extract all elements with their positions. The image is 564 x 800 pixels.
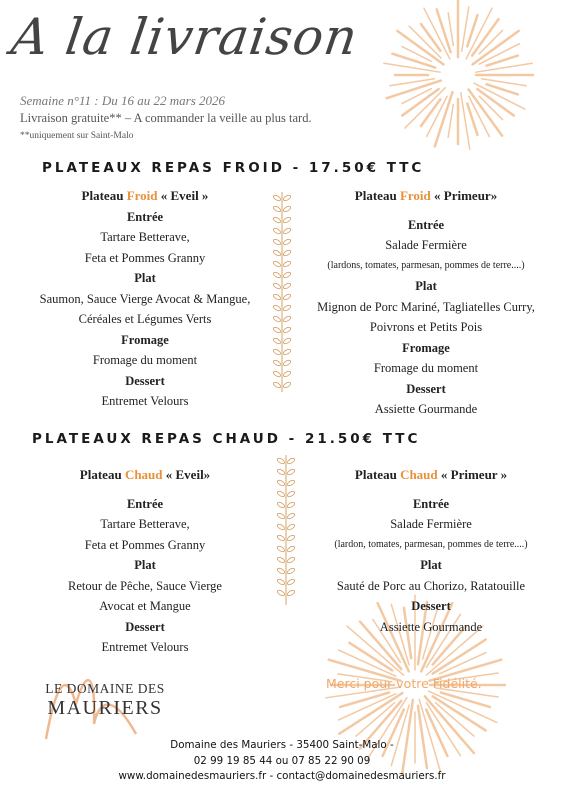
- menu-lines: [300, 494, 562, 638]
- course-heading: Plat: [420, 558, 442, 572]
- fern-leaf: [287, 512, 296, 519]
- menu-item: Avocat et Mangue: [99, 599, 191, 613]
- fern-leaf: [277, 501, 286, 508]
- course-heading: Dessert: [125, 373, 165, 388]
- menu-title: Plateau Chaud « Primeur »: [354, 467, 508, 482]
- sunburst-ray: [435, 92, 453, 146]
- fern-leaf: [283, 249, 292, 256]
- fern-leaf: [277, 567, 286, 574]
- cold-primeur-menu: [292, 186, 560, 420]
- logo-line1: LE DOMAINE DES: [45, 681, 165, 696]
- fern-leaf: [287, 501, 296, 508]
- fern-leaf: [283, 205, 292, 212]
- menu-lines: [292, 215, 560, 420]
- course-heading: Fromage: [121, 332, 169, 347]
- course-heading: Plat: [134, 271, 156, 285]
- fern-leaf: [273, 326, 282, 333]
- fern-leaf: [273, 315, 282, 322]
- fern-leaf: [273, 359, 282, 366]
- course-heading: Plat: [134, 558, 156, 572]
- fern-leaf: [273, 249, 282, 256]
- menu-item: Entremet Velours: [101, 394, 189, 408]
- fern-leaf: [273, 370, 282, 377]
- course-heading: Dessert: [406, 381, 446, 396]
- sunburst-top-decoration: [370, 0, 564, 160]
- cold-section-heading: PLATEAUX REPAS FROID - 17.50€ TTC: [42, 160, 425, 176]
- fern-leaf: [277, 589, 286, 596]
- menu-item: Assiette Gourmande: [374, 402, 478, 416]
- menu-title: Plateau Chaud « Eveil»: [79, 467, 211, 482]
- course-heading: Dessert: [125, 619, 165, 634]
- menu-item: Assiette Gourmande: [379, 619, 483, 634]
- course-heading: Entrée: [126, 496, 164, 511]
- fern-divider-icon: [276, 455, 296, 605]
- fern-leaf: [287, 567, 296, 574]
- fern-leaf: [273, 227, 282, 234]
- course-heading: Entrée: [412, 496, 450, 511]
- fern-leaf: [287, 490, 296, 497]
- cold-eveil-menu: [20, 186, 270, 412]
- fern-leaf: [283, 315, 292, 322]
- week-info: Semaine n°11 : Du 16 au 22 mars 2026: [20, 93, 225, 108]
- footer-phones: 02 99 19 85 44 ou 07 85 22 90 09: [193, 754, 371, 767]
- course-heading: Entrée: [126, 209, 164, 224]
- fern-leaf: [283, 381, 292, 388]
- hot-eveil-menu: [20, 465, 270, 658]
- fern-leaf: [273, 216, 282, 223]
- menu-item: Sauté de Porc au Chorizo, Ratatouille: [336, 578, 526, 593]
- fern-leaf: [283, 271, 292, 278]
- menu-item: Feta et Pommes Granny: [84, 537, 206, 552]
- course-heading: Fromage: [402, 340, 450, 355]
- fern-leaf: [277, 523, 286, 530]
- course-heading: Entrée: [407, 217, 445, 232]
- fern-leaf: [277, 468, 286, 475]
- menu-title: Plateau Froid « Eveil »: [81, 188, 209, 203]
- course-heading: Dessert: [411, 599, 451, 613]
- menu-item: Salade Fermière: [385, 238, 467, 252]
- sunburst-ray: [387, 81, 441, 99]
- menu-item: Salade Fermière: [390, 517, 472, 531]
- fern-leaf: [277, 490, 286, 497]
- menu-item: Fromage du moment: [92, 353, 198, 367]
- hot-section-heading: PLATEAUX REPAS CHAUD - 21.50€ TTC: [32, 431, 421, 447]
- fern-leaf: [273, 381, 282, 388]
- sunburst-ray: [461, 93, 470, 149]
- fern-leaf: [273, 293, 282, 300]
- menu-item: Tartare Betterave,: [100, 230, 190, 244]
- fern-leaf: [283, 326, 292, 333]
- footer-web: www.domainedesmauriers.fr - contact@domainedesmauriers.fr: [118, 770, 446, 782]
- fern-leaf: [283, 260, 292, 267]
- fern-leaf: [287, 578, 296, 585]
- fern-leaf: [273, 348, 282, 355]
- fern-leaf: [273, 271, 282, 278]
- menu-item: (lardons, tomates, parmesan, pommes de terre....): [327, 259, 525, 271]
- sunburst-ray: [476, 63, 532, 72]
- sunburst-ray: [487, 84, 518, 94]
- sunburst-ray: [448, 105, 453, 138]
- fern-leaf: [277, 534, 286, 541]
- menu-item: Saumon, Sauce Vierge Avocat & Mangue,: [39, 291, 251, 306]
- footer-contact: [0, 738, 564, 785]
- menu-item: Mignon de Porc Mariné, Tagliatelles Curry,: [317, 299, 535, 314]
- fern-leaf: [287, 589, 296, 596]
- sunburst-ray: [487, 56, 518, 66]
- course-heading: Plat: [415, 279, 437, 293]
- fern-leaf: [273, 205, 282, 212]
- menu-item: Poivrons et Petits Pois: [369, 320, 483, 334]
- fern-leaf: [283, 216, 292, 223]
- fern-leaf: [287, 556, 296, 563]
- fern-leaf: [283, 282, 292, 289]
- menu-item: Tartare Betterave,: [100, 517, 190, 531]
- fern-leaf: [283, 304, 292, 311]
- fern-leaf: [277, 545, 286, 552]
- menu-item: (lardon, tomates, parmesan, pommes de terre....): [334, 538, 528, 550]
- fern-leaf: [283, 370, 292, 377]
- footer-address: Domaine des Mauriers - 35400 Saint-Malo -: [170, 739, 394, 751]
- delivery-note: **uniquement sur Saint-Malo: [20, 131, 134, 141]
- fern-leaf: [283, 194, 292, 201]
- sunburst-ray: [448, 13, 453, 46]
- fern-leaf: [283, 337, 292, 344]
- sunburst-ray: [467, 104, 477, 135]
- fern-leaf: [283, 293, 292, 300]
- fern-leaf: [277, 457, 286, 464]
- menu-title: Plateau Froid « Primeur»: [354, 188, 498, 203]
- logo-line2: MAURIERS: [47, 697, 163, 719]
- menu-item: Céréales et Légumes Verts: [78, 312, 212, 326]
- sunburst-ray: [467, 15, 477, 46]
- fern-leaf: [287, 468, 296, 475]
- fern-leaf: [287, 534, 296, 541]
- hot-primeur-menu: [300, 465, 562, 637]
- fern-leaf: [287, 479, 296, 486]
- menu-item: Entremet Velours: [101, 640, 189, 654]
- fern-leaf: [283, 227, 292, 234]
- menu-item: Retour de Pêche, Sauce Vierge: [68, 578, 222, 593]
- menu-lines: [20, 207, 270, 412]
- fern-leaf: [273, 304, 282, 311]
- fern-leaf: [287, 523, 296, 530]
- fern-leaf: [273, 337, 282, 344]
- fern-leaf: [273, 260, 282, 267]
- fern-leaf: [277, 479, 286, 486]
- fern-leaf: [273, 238, 282, 245]
- thank-you-message: Merci pour votre Fidélité.: [326, 676, 482, 691]
- menu-item: Feta et Pommes Granny: [84, 250, 206, 265]
- fern-leaf: [273, 282, 282, 289]
- fern-leaf: [277, 578, 286, 585]
- menu-lines: [20, 494, 270, 658]
- fern-leaf: [273, 194, 282, 201]
- menu-item: Fromage du moment: [373, 361, 479, 375]
- fern-leaf: [277, 556, 286, 563]
- fern-leaf: [283, 359, 292, 366]
- fern-leaf: [283, 238, 292, 245]
- fern-leaf: [283, 348, 292, 355]
- fern-leaf: [277, 512, 286, 519]
- fern-leaf: [287, 545, 296, 552]
- page-title: A la livraison: [7, 8, 362, 66]
- fern-leaf: [287, 457, 296, 464]
- fern-divider-icon: [272, 192, 292, 392]
- delivery-info: Livraison gratuite** – A commander la veille au plus tard.: [20, 111, 312, 125]
